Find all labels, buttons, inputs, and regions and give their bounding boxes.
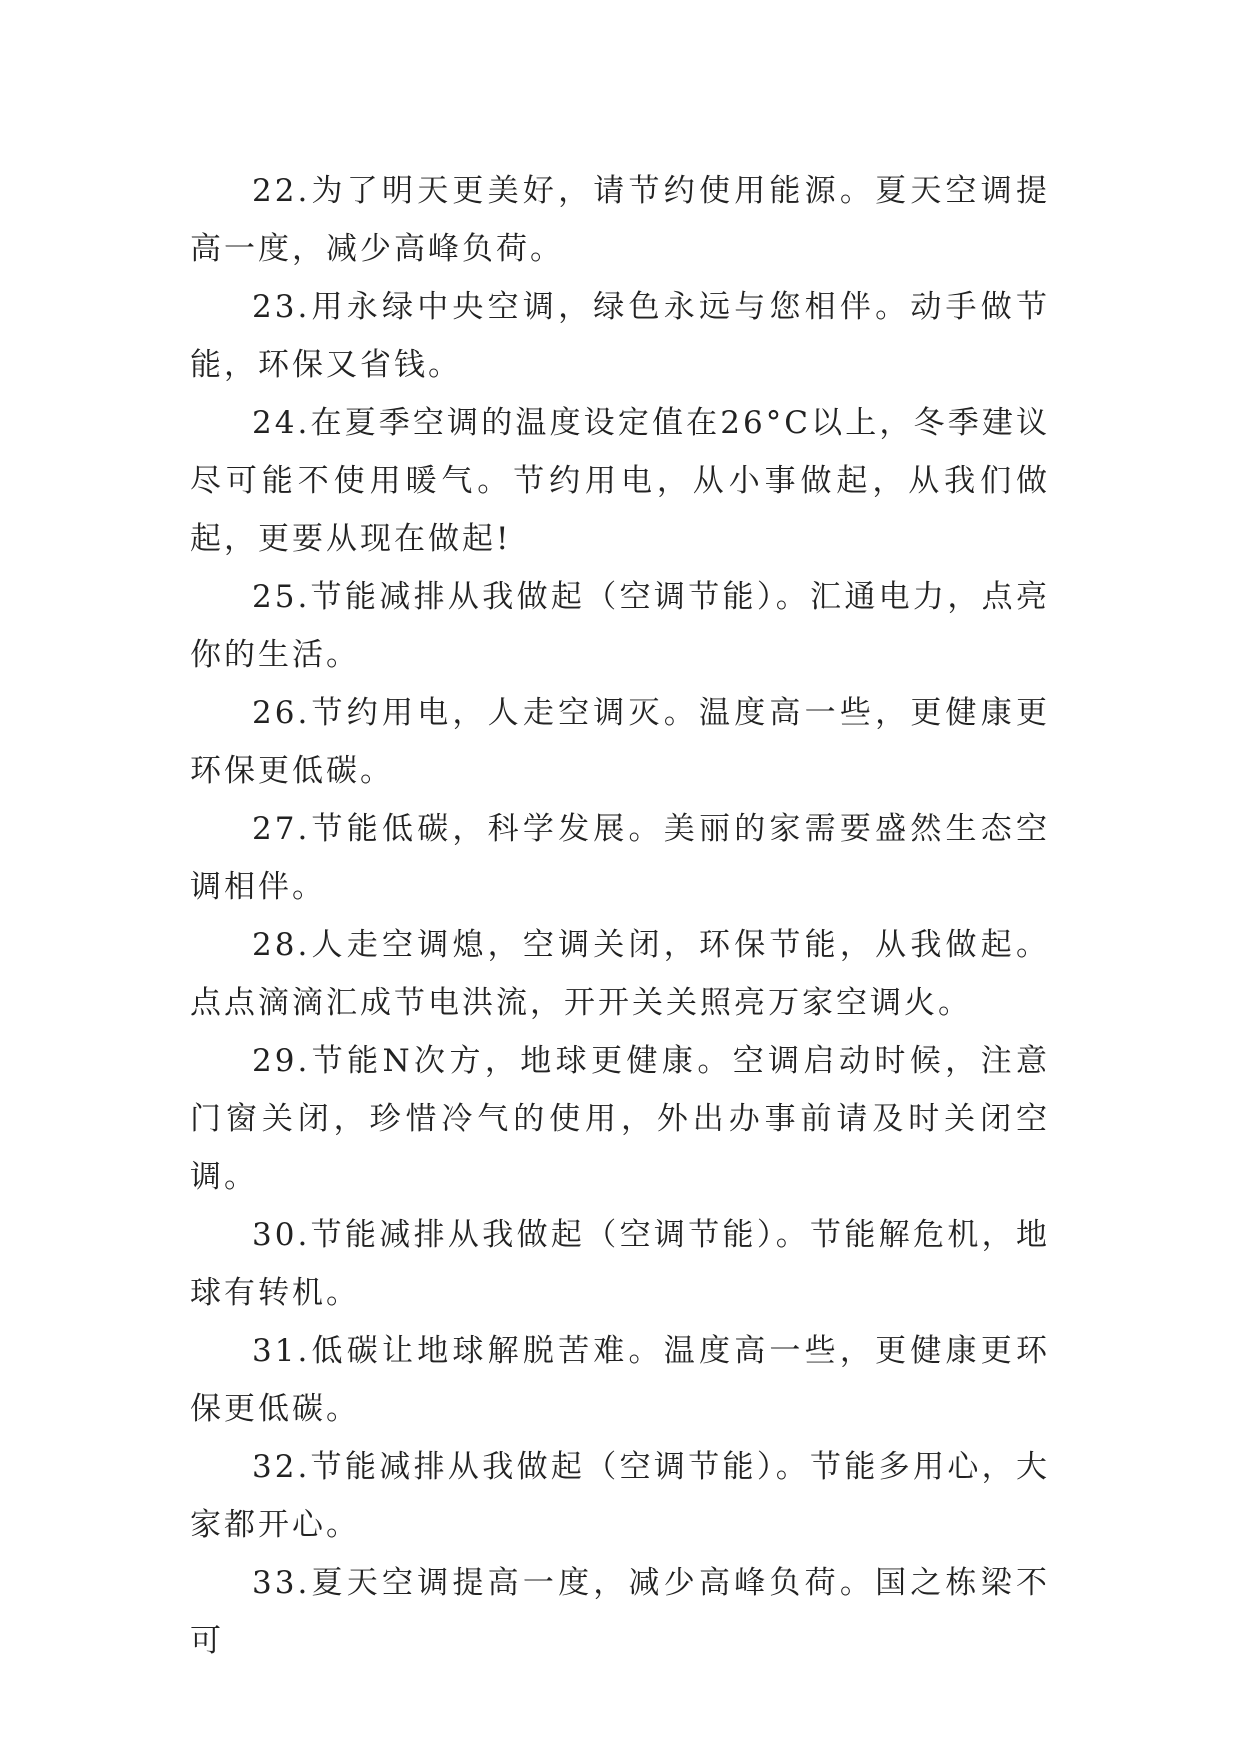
paragraph-27: 27.节能低碳，科学发展。美丽的家需要盛然生态空调相伴。 bbox=[190, 811, 1050, 905]
paragraph-22: 22.为了明天更美好，请节约使用能源。夏天空调提高一度，减少高峰负荷。 bbox=[190, 173, 1050, 267]
document-body bbox=[190, 162, 1050, 1670]
paragraph-24: 24.在夏季空调的温度设定值在26°C以上，冬季建议尽可能不使用暖气。节约用电，从小事做起，从我们做起，更要从现在做起! bbox=[190, 405, 1050, 557]
paragraph-23: 23.用永绿中央空调，绿色永远与您相伴。动手做节能，环保又省钱。 bbox=[190, 289, 1050, 383]
paragraph-28: 28.人走空调熄，空调关闭，环保节能，从我做起。点点滴滴汇成节电洪流，开开关关照亮万家空调火。 bbox=[190, 927, 1050, 1021]
paragraph-31: 31.低碳让地球解脱苦难。温度高一些，更健康更环保更低碳。 bbox=[190, 1333, 1050, 1427]
paragraph-29: 29.节能N次方，地球更健康。空调启动时候，注意门窗关闭，珍惜冷气的使用，外出办事前请及时关闭空调。 bbox=[190, 1043, 1050, 1195]
paragraph-30: 30.节能减排从我做起（空调节能）。节能解危机，地球有转机。 bbox=[190, 1217, 1050, 1311]
paragraph-26: 26.节约用电，人走空调灭。温度高一些，更健康更环保更低碳。 bbox=[190, 695, 1050, 789]
paragraph-25: 25.节能减排从我做起（空调节能）。汇通电力，点亮你的生活。 bbox=[190, 579, 1050, 673]
paragraph-32: 32.节能减排从我做起（空调节能）。节能多用心，大家都开心。 bbox=[190, 1449, 1050, 1543]
paragraph-33: 33.夏天空调提高一度，减少高峰负荷。国之栋梁不可 bbox=[190, 1565, 1050, 1659]
